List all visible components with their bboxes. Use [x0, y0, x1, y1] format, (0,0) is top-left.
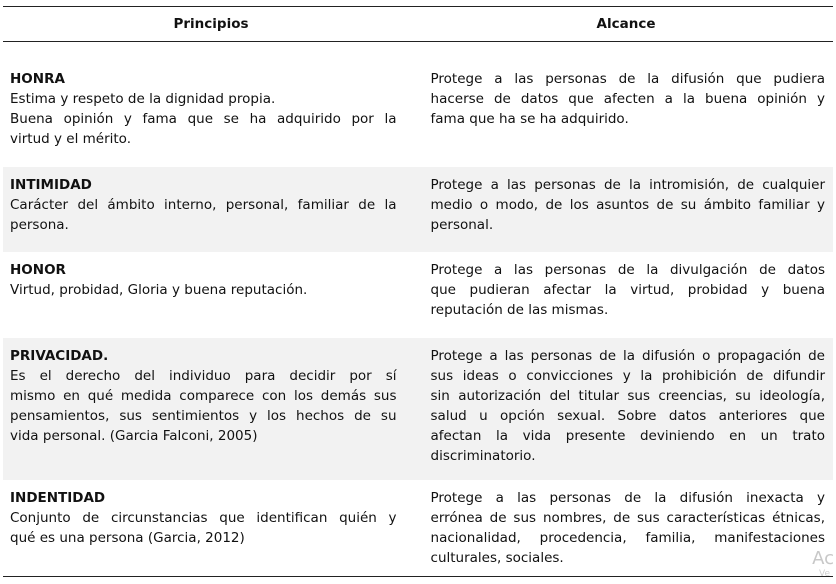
principle-text: vida personal. (Garcia Falconi, 2005) — [10, 428, 258, 444]
principle-cell — [3, 67, 411, 167]
principle-text: Carácter del ámbito interno, personal, familiar de la — [10, 197, 397, 213]
table-row — [3, 480, 833, 575]
principle-title: PRIVACIDAD. — [10, 348, 109, 364]
table-row — [3, 67, 833, 167]
principle-title: INDENTIDAD — [10, 490, 106, 506]
scope-text: sin autorización del titular sus creencias, su ideología, — [430, 388, 825, 404]
scope-cell — [411, 338, 833, 480]
scope-text: Protege a las personas de la difusión o propagación de — [430, 348, 825, 364]
principle-cell — [3, 167, 411, 252]
scope-cell — [411, 167, 833, 252]
scope-text: salud u opción sexual. Sobre datos anteriores que — [430, 408, 825, 424]
activation-watermark: Ac — [812, 548, 834, 569]
scope-text: Protege a las personas de la difusión que pudiera — [430, 71, 825, 87]
table-row — [3, 252, 833, 338]
principle-cell — [3, 480, 411, 575]
principle-text: Buena opinión y fama que se ha adquirido por la — [10, 111, 397, 127]
scope-cell — [411, 67, 833, 167]
scope-text: fama que ha se ha adquirido. — [430, 111, 629, 127]
scope-text: reputación de las mismas. — [430, 302, 609, 318]
principle-title: HONRA — [10, 71, 65, 87]
scope-text: sus ideas o convicciones y la prohibición de difundir — [430, 368, 825, 384]
principle-title: INTIMIDAD — [10, 177, 92, 193]
principle-text: persona. — [10, 217, 69, 233]
scope-text: Protege a las personas de la divulgación de datos — [430, 262, 825, 278]
principle-text: mismo en qué medida comparece con los demás sus — [10, 388, 397, 404]
table-row — [3, 167, 833, 252]
table-row — [3, 338, 833, 480]
principle-text: Virtud, probidad, Gloria y buena reputación. — [10, 282, 308, 298]
table-bottom-rule — [3, 576, 833, 577]
principle-text: qué es una persona (Garcia, 2012) — [10, 530, 245, 546]
principle-text: Conjunto de circunstancias que identifican quién y — [10, 510, 397, 526]
principles-table — [3, 6, 833, 575]
scope-text: Protege a las personas de la difusión inexacta y — [430, 490, 825, 506]
scope-text: nacionalidad, procedencia, familia, manifestaciones — [430, 530, 825, 546]
principle-cell — [3, 338, 411, 480]
principle-cell — [3, 252, 411, 338]
header-principios: Principios — [173, 16, 249, 32]
scope-text: que pudieran afectar la virtud, probidad y buena — [430, 282, 825, 298]
principle-title: HONOR — [10, 262, 66, 278]
table-header — [3, 7, 833, 42]
scope-text: afectan la vida presente deviniendo en un trato — [430, 428, 825, 444]
scope-text: discriminatorio. — [430, 448, 536, 464]
activation-watermark-sub: Ve — [819, 569, 830, 579]
scope-text: Protege a las personas de la intromisión, de cualquier — [430, 177, 825, 193]
principle-text: Es el derecho del individuo para decidir por sí — [10, 368, 397, 384]
scope-text: medio o modo, de los asuntos de su ámbito familiar y — [430, 197, 825, 213]
principle-text: virtud y el mérito. — [10, 131, 131, 147]
scope-text: personal. — [430, 217, 494, 233]
principle-text: Estima y respeto de la dignidad propia. — [10, 91, 276, 107]
scope-text: errónea de sus nombres, de sus características étnicas, — [430, 510, 825, 526]
header-alcance: Alcance — [596, 16, 656, 32]
principle-text: pensamientos, sus sentimientos y los hechos de su — [10, 408, 397, 424]
scope-text: culturales, sociales. — [430, 550, 564, 566]
scope-text: hacerse de datos que afecten a la buena opinión y — [430, 91, 825, 107]
scope-cell — [411, 252, 833, 338]
scope-cell — [411, 480, 833, 575]
